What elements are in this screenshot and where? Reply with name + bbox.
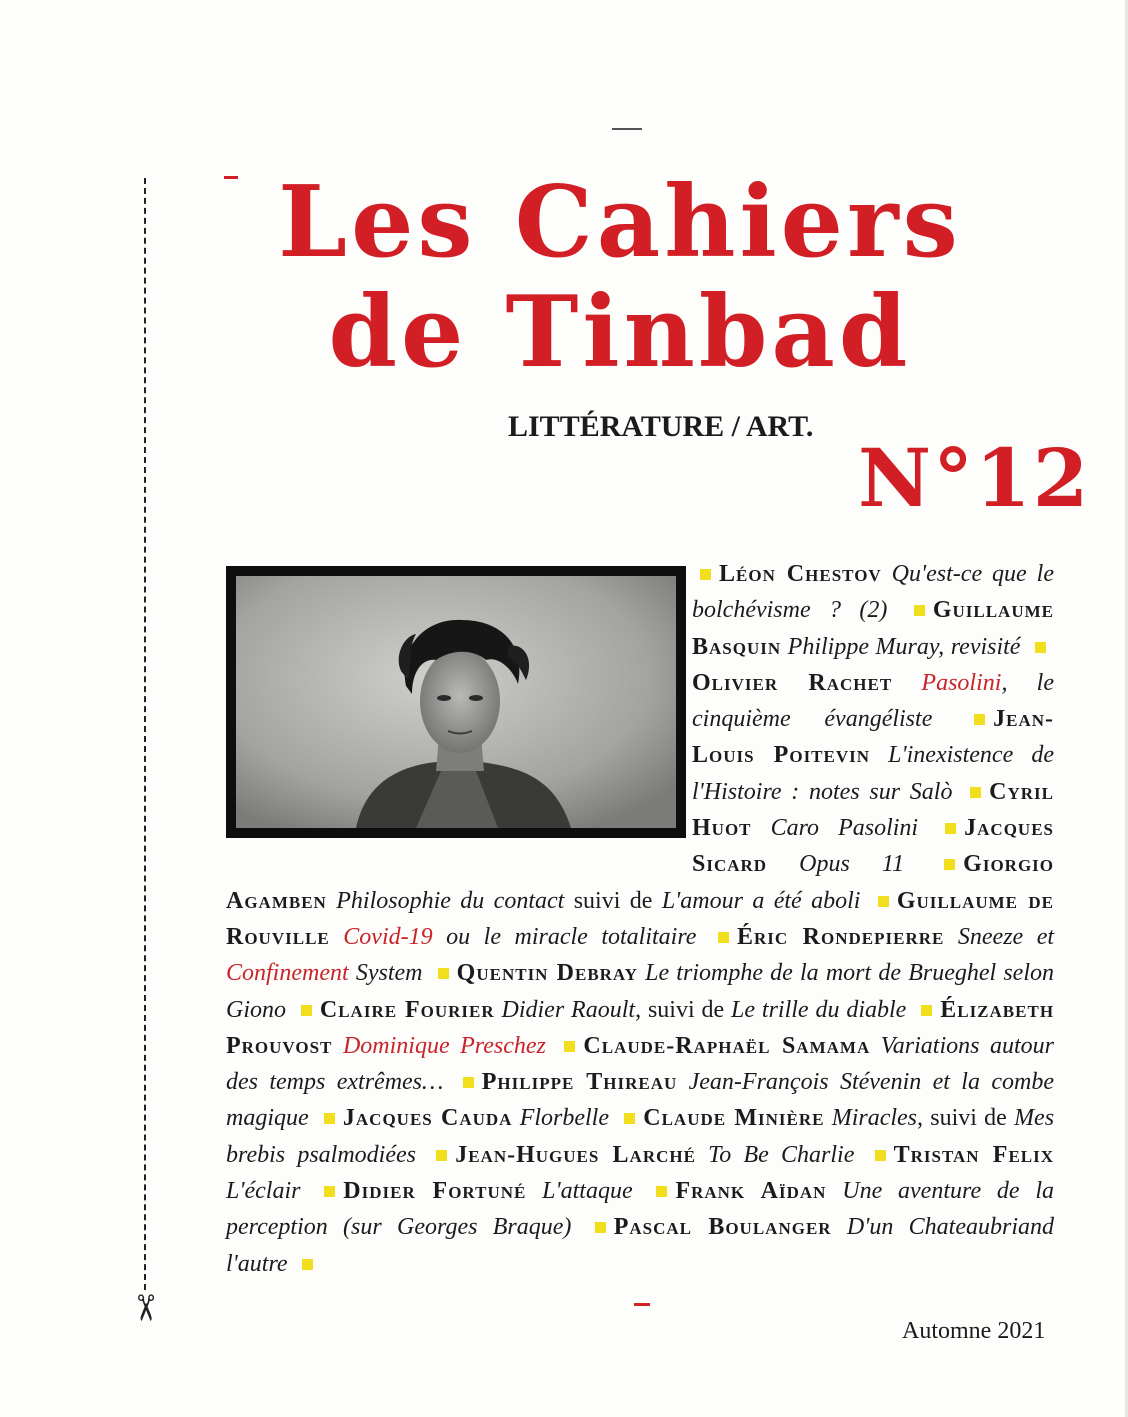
contents-work: Caro Pasolini [770,815,919,842]
contents-author: Pascal Boulanger [613,1214,832,1241]
bullet-icon [324,1113,335,1124]
bullet-icon [624,1113,635,1124]
issue-number: N°12 [858,431,1091,525]
contents-author: Guillaume de Rouville [226,887,1055,950]
magazine-subtitle: LITTÉRATURE / ART. [508,410,814,443]
print-speck [612,128,642,130]
contents-work: Opus 11 [799,851,905,878]
contents-entry [316,1178,632,1204]
contents-work: To Be Charlie [708,1141,855,1168]
contents-work: Philippe Muray, revisité [787,633,1021,660]
scissors-icon: ✂ [124,1292,166,1324]
contents-author: Claude Minière [643,1105,825,1132]
contents-work: Miracles [831,1105,918,1132]
bullet-icon [324,1186,335,1197]
bullet-icon [656,1186,667,1197]
contents-work: Philosophie du contact [336,887,565,914]
bullet-icon [436,1150,447,1161]
contents-author: Didier Fortuné [343,1178,527,1205]
contents-work: L'éclair [226,1178,301,1205]
bullet-icon [302,1259,313,1270]
contents-author: Jacques Cauda [342,1105,513,1132]
contents-work: Pasolini [921,669,1002,696]
contents-work: , suivi de [635,996,732,1023]
contents-entry [293,997,906,1023]
contents-work: L'amour a été aboli [661,887,861,914]
contents-author: Quentin Debray [456,960,638,987]
contents-work: Une aventure de la perception (sur Georges Braque) [226,1178,1055,1241]
contents-author: Giorgio Agamben [226,851,1055,914]
contents-work: D'un Chateaubriand l'autre [226,1214,1055,1277]
bullet-icon [875,1150,886,1161]
contents-entry [428,1142,854,1168]
contents-work: , le cinquième évangéliste [692,669,1055,733]
contents-work: Covid-19 [343,923,433,950]
bullet-icon [463,1077,474,1088]
bullet-icon [1035,642,1046,653]
bullet-icon [301,1005,312,1016]
bullet-icon [595,1222,606,1233]
bullet-icon [718,932,729,943]
issue-season: Automne 2021 [902,1318,1046,1344]
bullet-icon [945,823,956,834]
contents-work: L'attaque [542,1178,633,1205]
contents-work: , suivi de [917,1105,1015,1132]
bullet-icon [438,968,449,979]
contents-author: Cyril Huot [692,778,1055,842]
contents-work: Jean-François Stévenin et la combe magique [226,1069,1054,1132]
contents-author: Jacques Sicard [692,815,1055,878]
contents-author: Éric Rondepierre [736,923,945,950]
contents-author: Tristan Felix [893,1141,1055,1168]
contents-work: L'inexistence de l'Histoire : notes sur Salò [692,742,1054,805]
contents-author: Élizabeth Prouvost [226,996,1055,1059]
magazine-title-line1: Les Cahiers [278,165,962,280]
contents-work: Didier Raoult [501,996,636,1023]
bullet-icon [564,1041,575,1052]
contents-work: Confinement [226,960,349,987]
bullet-icon [970,787,981,798]
contents-author: Guillaume Basquin [692,597,1054,660]
contents-author: Philippe Thireau [481,1069,678,1096]
contents-work: Le trille du diable [731,996,907,1023]
contents-entry [316,1105,609,1131]
table-of-contents [226,556,1054,1282]
contents-author: Olivier Rachet [692,669,893,696]
magazine-title-line2: de Tinbad [328,275,912,390]
contents-author: Frank Aïdan [675,1178,827,1205]
bullet-icon [914,605,925,616]
contents-author: Claire Fourier [319,996,495,1023]
bullet-icon [878,896,889,907]
contents-work: Qu'est-ce que le bolchévisme ? (2) [692,561,1054,624]
contents-author: Léon Chestov [719,561,882,587]
contents-work: Sneeze et [957,923,1055,950]
contents-work: Mes brebis psalmodiées [226,1105,1055,1168]
contents-work: Florbelle [519,1105,609,1132]
bullet-icon [944,859,955,870]
bullet-icon [700,569,711,580]
contents-work: Le triomphe de la mort de Brueghel selon Giono [226,960,1055,1023]
contents-work: Dominique Preschez [342,1032,546,1059]
bullet-icon [921,1005,932,1016]
contents-author: Claude-Raphaël Samama [583,1032,871,1059]
contents-author: Jean-Louis Poitevin [692,706,1054,769]
dashed-cut-line [144,178,146,1290]
contents-work: suivi de [564,887,662,914]
contents-work: ou le miracle totalitaire [432,923,697,950]
contents-work: Variations autour des temps extrêmes… [226,1032,1055,1096]
red-dash-mark-bottom [634,1303,650,1306]
bullet-icon [974,714,985,725]
contents-work: System [348,960,423,987]
contents-author: Jean-Hugues Larché [455,1141,696,1168]
photo-spacer [226,556,692,882]
